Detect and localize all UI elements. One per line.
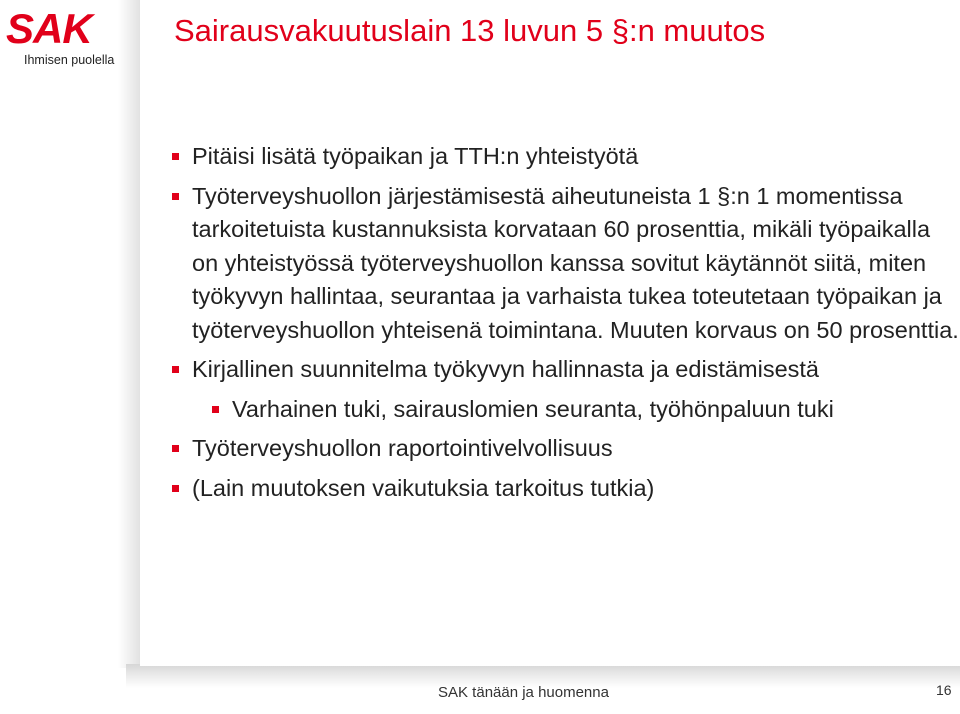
bullet-text: Kirjallinen suunnitelma työkyvyn hallinnasta ja edistämisestä [192,356,819,382]
bullet-text: (Lain muutoksen vaikutuksia tarkoitus tutkia) [192,474,655,501]
logo-wordmark: SAK [6,5,92,52]
square-bullet-icon [172,445,179,452]
square-bullet-icon [172,485,179,492]
bullet-item-4 [172,432,960,466]
bullet-text: Työterveyshuollon raportointivelvollisuus [192,435,613,461]
sak-logo [6,5,124,68]
bullet-text: Työterveyshuollon järjestämisestä aiheutuneista 1 §:n 1 momentissa tarkoitetuista kustannuksista korvataan 60 prosenttia, mikäli työpaikalla on yhteistyössä työterveyshuollon kanssa sovitut käytännöt siitä, miten työkyvyn hallintaa, seurantaa ja varhaista tukea toteutetaan työpaikan ja työterveyshuollon yhteisenä toimintana. Muuten korvaus on 50 prosenttia. [192,182,959,343]
bullet-item-3 [172,353,960,387]
footer-slogan: SAK tänään ja huomenna [438,684,609,701]
square-bullet-icon [172,193,179,200]
bullet-item-2 [172,180,960,348]
sub-bullet-item-1 [212,393,960,427]
square-bullet-icon [212,406,219,413]
page-number: 16 [936,682,952,698]
bullet-item-1 [172,140,960,174]
square-bullet-icon [172,366,179,373]
bullet-text: Varhainen tuki, sairauslomien seuranta, työhönpaluun tuki [232,395,834,422]
bullet-item-5 [172,472,960,506]
logo-tagline: Ihmisen puolella [24,53,115,67]
bullet-list [172,140,960,511]
square-bullet-icon [172,153,179,160]
slide-title: Sairausvakuutuslain 13 luvun 5 §:n muutos [174,13,766,48]
bullet-text: Pitäisi lisätä työpaikan ja TTH:n yhteistyötä [192,143,639,169]
